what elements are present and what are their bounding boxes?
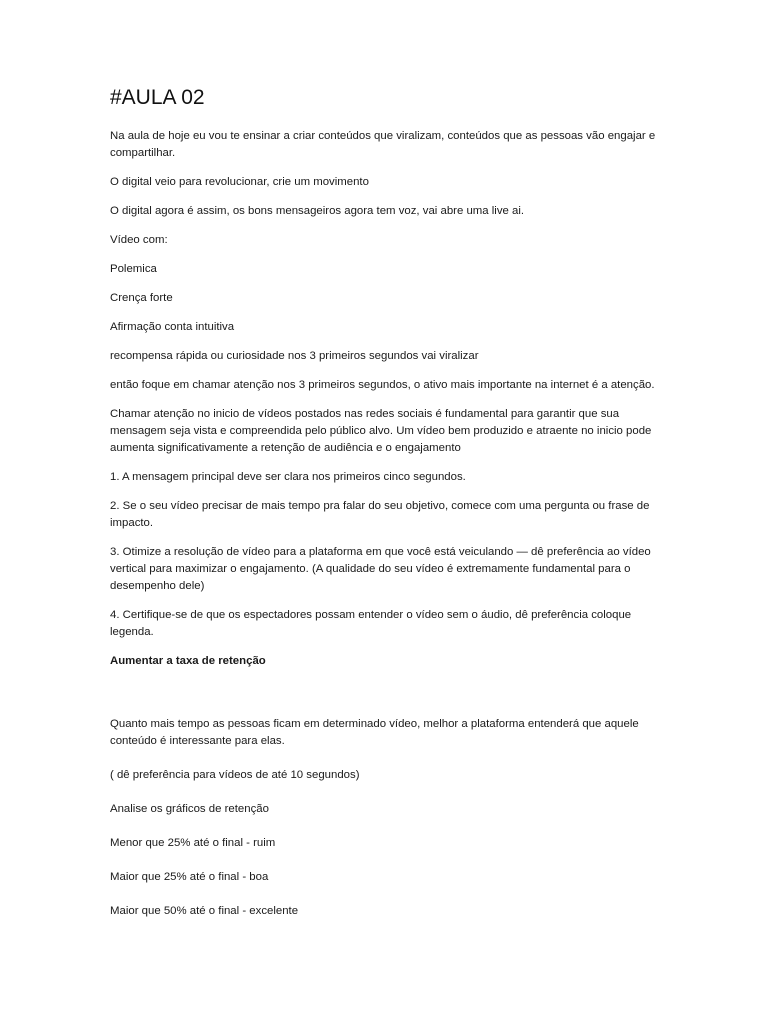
paragraph: Crença forte <box>110 292 173 305</box>
paragraph: recompensa rápida ou curiosidade nos 3 primeiros segundos vai viralizar <box>110 350 479 363</box>
list-item: 3. Otimize a resolução de vídeo para a plataforma em que você está veiculando — dê preferência ao vídeo vertical para maximizar o engajamento. (A qualidade do seu vídeo é extremamente fundamental para o desempenho dele) <box>110 546 651 593</box>
paragraph: Chamar atenção no inicio de vídeos postados nas redes sociais é fundamental para garantir que sua mensagem seja vista e compreendida pelo público alvo. Um vídeo bem produzido e atraente no inicio pode aumenta significativamente a retenção de audiência e o engajamento <box>110 408 652 455</box>
paragraph: Vídeo com: <box>110 234 168 247</box>
paragraph: então foque em chamar atenção nos 3 primeiros segundos, o ativo mais importante na internet é a atenção. <box>110 379 655 392</box>
paragraph: Polemica <box>110 263 157 276</box>
paragraph: Analise os gráficos de retenção <box>110 803 269 816</box>
list-item: 2. Se o seu vídeo precisar de mais tempo pra falar do seu objetivo, comece com uma pergunta ou frase de impacto. <box>110 500 650 530</box>
section-heading: Aumentar a taxa de retenção <box>110 655 266 668</box>
paragraph: Quanto mais tempo as pessoas ficam em determinado vídeo, melhor a plataforma entenderá que aquele conteúdo é interessante para elas. <box>110 718 639 748</box>
document-title: #AULA 02 <box>110 86 205 109</box>
paragraph: Afirmação conta intuitiva <box>110 321 235 334</box>
paragraph: O digital veio para revolucionar, crie um movimento <box>110 176 369 189</box>
list-item: Menor que 25% até o final - ruim <box>110 837 276 850</box>
list-item: 1. A mensagem principal deve ser clara nos primeiros cinco segundos. <box>110 471 466 484</box>
paragraph: Na aula de hoje eu vou te ensinar a criar conteúdos que viralizam, conteúdos que as pessoas vão engajar e compartilhar. <box>110 130 656 160</box>
list-item: Maior que 50% até o final - excelente <box>110 905 299 918</box>
blank-line <box>110 682 662 716</box>
paragraph: O digital agora é assim, os bons mensageiros agora tem voz, vai abre uma live ai. <box>110 205 525 218</box>
paragraph: ( dê preferência para vídeos de até 10 segundos) <box>110 769 360 782</box>
list-item: Maior que 25% até o final - boa <box>110 871 269 884</box>
list-item: 4. Certifique-se de que os espectadores possam entender o vídeo sem o áudio, dê preferência coloque legenda. <box>110 609 632 639</box>
document-page <box>110 85 662 937</box>
